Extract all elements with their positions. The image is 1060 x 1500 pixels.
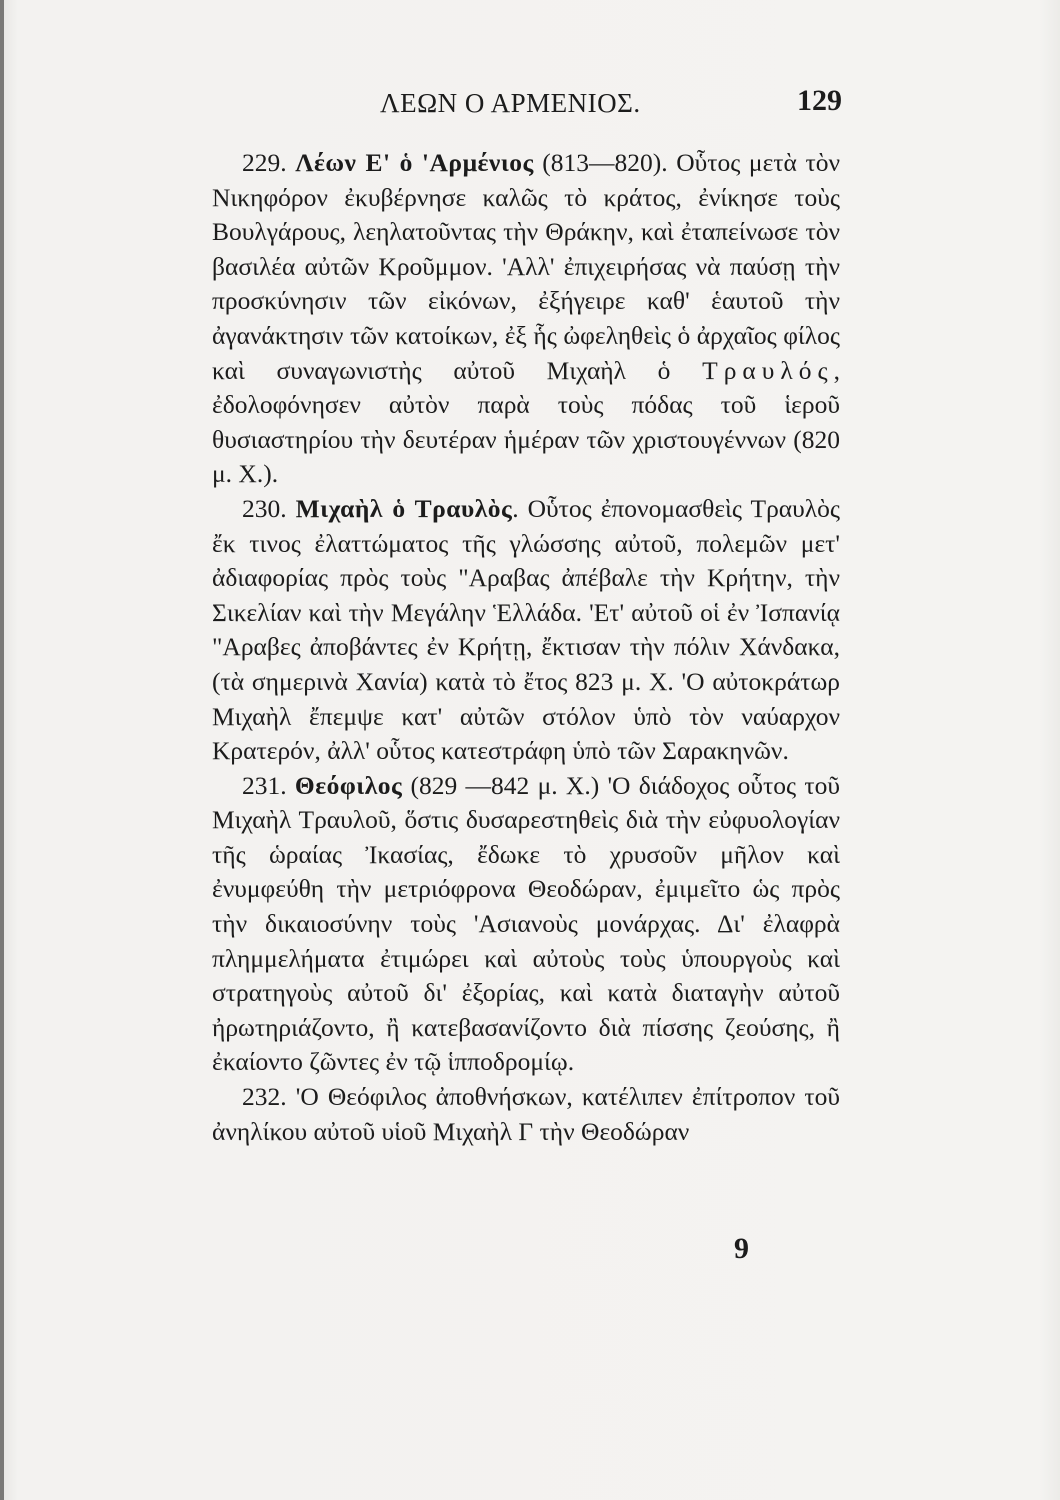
section-title: Θεόφιλος [294, 770, 403, 800]
section-229 [212, 146, 840, 492]
section-text: (829 —842 μ. Χ.) 'Ο διάδοχος οὗτος τοῦ Μιχαὴλ Τραυλοῦ, ὅστις δυσαρεστηθεὶς διὰ τὴν εὐφυολογίαν τῆς ὡραίας Ἰκασίας, ἔδωκε τὸ χρυσοῦν μῆλον καὶ ἐνυμφεύθη τὴν μετριόφρονα Θεοδώραν, ἐμιμεῖτο ὡς πρὸς τὴν δικαιοσύνην τοὺς 'Ασιανοὺς μονάρχας. Δι' ἐλαφρὰ πλημμελήματα ἐτιμώρει καὶ αὐτοὺς τοὺς ὑπουργοὺς καὶ στρατηγοὺς αὐτοῦ δι' ἐξορίας, καὶ κατὰ διαταγὴν αὐτοῦ ἠρωτηριάζοντο, ἢ κατεβασανίζοντο διὰ πίσσης ζεούσης, ἢ ἐκαίοντο ζῶντες ἐν τῷ ἱπποδρομίῳ. [212, 770, 841, 1077]
section-number: 229. [242, 148, 287, 177]
body-text [212, 146, 840, 1149]
section-text: , ἐδολοφόνησεν αὐτὸν παρὰ τοὺς πόδας τοῦ ἱεροῦ θυσιαστηρίου τὴν δευτέραν ἡμέραν τῶν χριστουγέννων (820 μ. Χ.). [212, 355, 840, 489]
section-230 [212, 492, 840, 769]
section-number: 231. [242, 770, 287, 800]
page-number: 129 [797, 84, 842, 117]
section-text: . Οὗτος ἐπονομασθεὶς Τραυλὸς ἔκ τινος ἐλαττώματος τῆς γλώσσης αὐτοῦ, πολεμῶν μετ' ἀδιαφορίας πρὸς τοὺς "Αραβας ἀπέβαλε τὴν Κρήτην, τὴν Σικελίαν καὶ τὴν Μεγάλην Ἑλλάδα. 'Ετ' αὐτοῦ οἱ ἐν Ἰσπανίᾳ "Αραβες ἀποβάντες ἐν Κρήτῃ, ἔκτισαν τὴν πόλιν Χάνδακα, (τὰ σημερινὰ Χανία) κατὰ τὸ ἔτος 823 μ. Χ. 'Ο αὐτοκράτωρ Μιχαὴλ ἔπεμψε κατ' αὐτῶν στόλον ὑπὸ τὸν ναύαρχον Κρατερόν, ἀλλ' οὗτος κατεστράφη ὑπὸ τῶν Σαρακηνῶν. [212, 493, 841, 766]
section-number: 230. [242, 493, 287, 523]
section-231 [212, 769, 840, 1080]
page-header [380, 84, 850, 128]
section-text: (813—820). Οὗτος μετὰ τὸν Νικηφόρον ἐκυβέρνησε καλῶς τὸ κράτος, ἐνίκησε τοὺς Βουλγάρους, λεηλατοῦντας τὴν Θράκην, καὶ ἐταπείνωσε τὸν βασιλέα αὐτῶν Κροῦμμον. 'Αλλ' ἐπιχειρήσας νὰ παύσῃ τὴν προσκύνησιν τῶν εἰκόνων, ἐξήγειρε καθ' ἑαυτοῦ τὴν ἀγανάκτησιν τῶν κατοίκων, ἐξ ἧς ὠφεληθεὶς ὁ ἀρχαῖος φίλος καὶ συναγωνιστὴς αὐτοῦ Μιχαὴλ ὁ [212, 148, 840, 385]
section-text: 'Ο Θεόφιλος ἀποθνήσκων, κατέλιπεν ἐπίτροπον τοῦ ἀνηλίκου αὐτοῦ υἱοῦ Μιχαὴλ Γ τὴν Θεοδώραν [212, 1082, 840, 1146]
section-number: 232. [242, 1082, 287, 1112]
signature-mark: 9 [734, 1232, 749, 1265]
section-title: Μιχαὴλ ὁ Τραυλὸς [295, 493, 513, 523]
section-232 [212, 1080, 840, 1149]
page-edge-shadow [0, 0, 4, 1500]
running-title: ΛΕΩΝ Ο ΑΡΜΕΝΙΟΣ. [380, 88, 641, 118]
spaced-name: Τραυλός [702, 355, 834, 385]
section-title: Λέων Ε' ὁ 'Αρμένιος [295, 148, 534, 177]
